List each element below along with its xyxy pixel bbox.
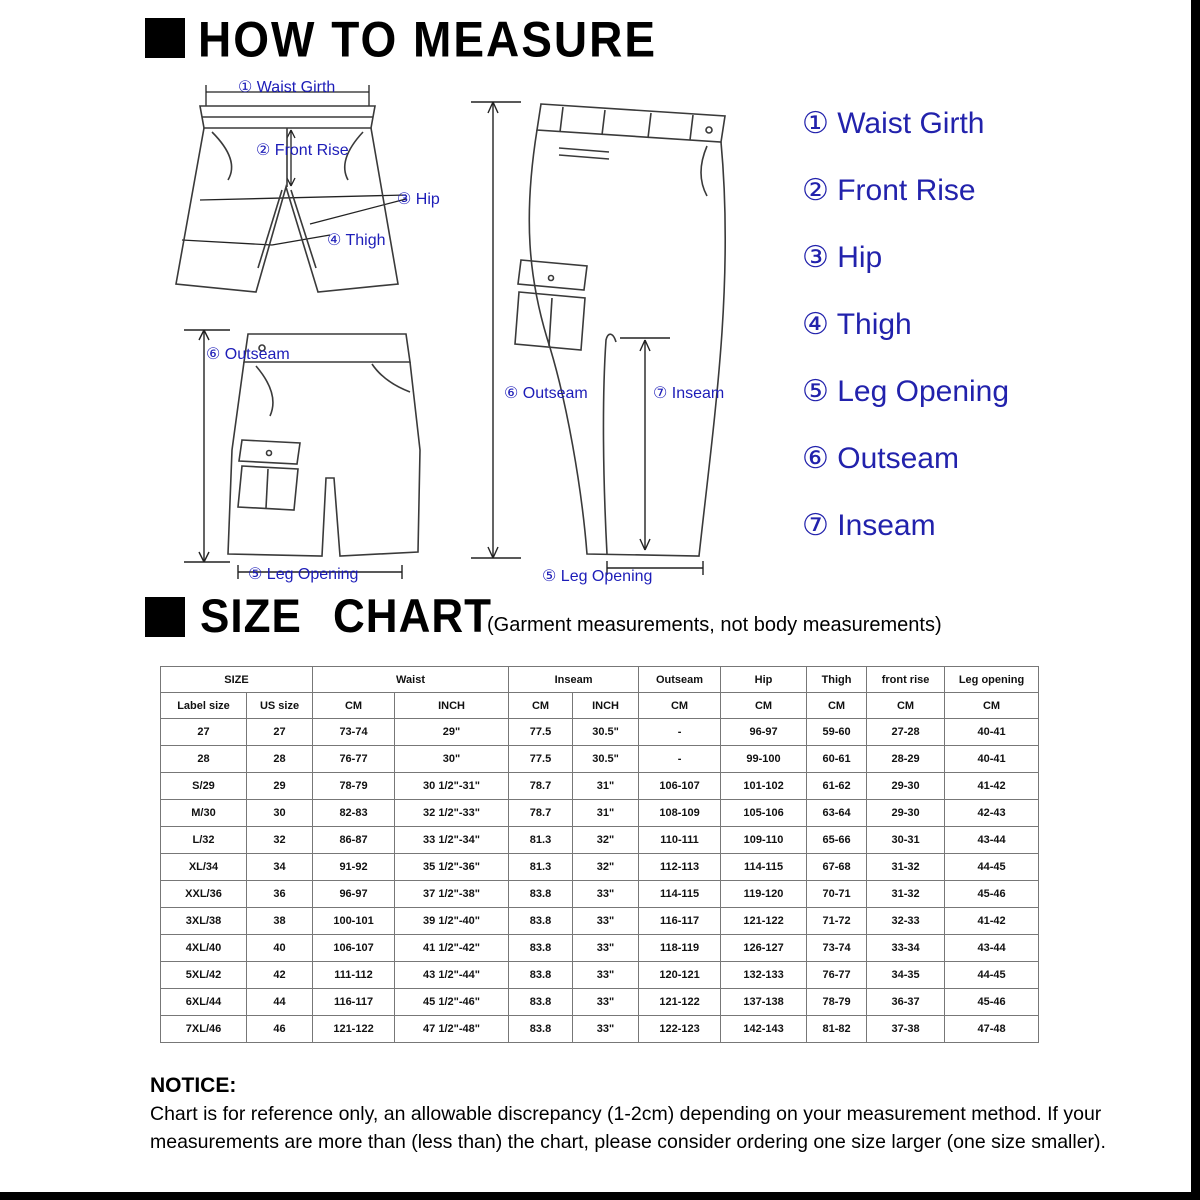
size-cell: 81.3 [509,827,573,854]
size-cell: 78-79 [313,773,395,800]
size-cell: 27-28 [867,719,945,746]
column-sub-header: US size [247,693,313,719]
size-cell: 31-32 [867,881,945,908]
size-cell: 5XL/42 [161,962,247,989]
size-cell: 121-122 [313,1016,395,1043]
size-cell: 91-92 [313,854,395,881]
size-cell: 45-46 [945,989,1039,1016]
size-cell: 101-102 [721,773,807,800]
front-shorts-diagram [160,72,415,322]
scan-border-right [1191,0,1200,1200]
size-cell: 40-41 [945,719,1039,746]
size-cell: 114-115 [721,854,807,881]
notice-body: Chart is for reference only, an allowable discrepancy (1-2cm) depending on your measurement method. If your measurements are more than (less than) the chart, please consider ordering one size larger (one size smaller). [150,1103,1106,1153]
size-cell: 142-143 [721,1016,807,1043]
legend-item-thigh: ④ Thigh [802,308,912,341]
size-cell: 81-82 [807,1016,867,1043]
size-cell: 3XL/38 [161,908,247,935]
column-group-header: Waist [313,667,509,693]
size-chart-table-container [160,666,1040,1043]
size-cell: 73-74 [807,935,867,962]
size-cell: 42 [247,962,313,989]
size-chart-bullet-square [145,597,185,637]
size-cell: 41-42 [945,773,1039,800]
size-cell: 111-112 [313,962,395,989]
size-cell: 43-44 [945,935,1039,962]
size-cell: 77.5 [509,719,573,746]
size-cell: 78.7 [509,773,573,800]
size-cell: 96-97 [721,719,807,746]
size-cell: 65-66 [807,827,867,854]
size-row [161,962,1039,989]
size-cell: 42-43 [945,800,1039,827]
size-cell: 126-127 [721,935,807,962]
size-cell: 76-77 [807,962,867,989]
size-cell: 83.8 [509,962,573,989]
size-cell: 33" [573,962,639,989]
size-cell: 30 [247,800,313,827]
size-cell: 36-37 [867,989,945,1016]
size-cell: 106-107 [639,773,721,800]
size-cell: 100-101 [313,908,395,935]
size-chart-subtitle: (Garment measurements, not body measurements) [487,614,942,636]
column-group-header: Thigh [807,667,867,693]
size-cell: 76-77 [313,746,395,773]
size-cell: 32 [247,827,313,854]
notice-title: NOTICE: [150,1074,237,1097]
size-row [161,881,1039,908]
size-cell: 70-71 [807,881,867,908]
size-chart-table [160,666,1039,1043]
size-cell: 77.5 [509,746,573,773]
size-cell: 37-38 [867,1016,945,1043]
size-cell: 60-61 [807,746,867,773]
size-cell: 7XL/46 [161,1016,247,1043]
size-cell: 31" [573,773,639,800]
size-cell: 30 1/2"-31" [395,773,509,800]
size-row [161,854,1039,881]
size-row [161,719,1039,746]
size-cell: 61-62 [807,773,867,800]
size-cell: 30" [395,746,509,773]
size-cell: 30.5" [573,719,639,746]
size-table-head [161,667,1039,719]
size-cell: 33-34 [867,935,945,962]
hip-label: ③ Hip [397,191,440,208]
column-group-header: Leg opening [945,667,1039,693]
size-cell: 108-109 [639,800,721,827]
size-cell: 44-45 [945,854,1039,881]
size-cell: 47 1/2"-48" [395,1016,509,1043]
measure-legend [802,106,1009,575]
size-cell: 96-97 [313,881,395,908]
size-cell: 121-122 [721,908,807,935]
size-cell: 34 [247,854,313,881]
size-cell: 37 1/2"-38" [395,881,509,908]
size-cell: 116-117 [639,908,721,935]
size-cell: 116-117 [313,989,395,1016]
size-cell: 78-79 [807,989,867,1016]
size-cell: 45 1/2"-46" [395,989,509,1016]
size-cell: 110-111 [639,827,721,854]
shorts-leg-opening-label: ⑤ Leg Opening [248,566,359,583]
column-group-header: front rise [867,667,945,693]
size-cell: L/32 [161,827,247,854]
size-cell: 71-72 [807,908,867,935]
size-cell: 29 [247,773,313,800]
size-cell: 99-100 [721,746,807,773]
shorts-outseam-label: ⑥ Outseam [206,346,290,363]
column-group-header: SIZE [161,667,313,693]
how-to-measure-bullet-square [145,18,185,58]
size-cell: 82-83 [313,800,395,827]
size-cell: 43 1/2"-44" [395,962,509,989]
size-cell: 118-119 [639,935,721,962]
size-cell: XXL/36 [161,881,247,908]
size-cell: 122-123 [639,1016,721,1043]
pants-leg-opening-label: ⑤ Leg Opening [542,568,653,585]
size-cell: 109-110 [721,827,807,854]
size-cell: 29-30 [867,773,945,800]
size-cell: 86-87 [313,827,395,854]
size-cell: 106-107 [313,935,395,962]
size-cell: 73-74 [313,719,395,746]
size-cell: 38 [247,908,313,935]
size-row [161,800,1039,827]
legend-item-front-rise: ② Front Rise [802,174,976,207]
size-cell: 41 1/2"-42" [395,935,509,962]
size-cell: 32" [573,827,639,854]
size-cell: 67-68 [807,854,867,881]
legend-item-leg-opening: ⑤ Leg Opening [802,375,1010,408]
size-cell: 31-32 [867,854,945,881]
size-row [161,935,1039,962]
size-cell: 114-115 [639,881,721,908]
front-rise-label: ② Front Rise [256,142,349,159]
size-cell: 78.7 [509,800,573,827]
size-cell: 44-45 [945,962,1039,989]
size-cell: 83.8 [509,935,573,962]
legend-item-waist-girth: ① Waist Girth [802,107,985,140]
size-row [161,908,1039,935]
size-cell: 33 1/2"-34" [395,827,509,854]
size-cell: 32 1/2"-33" [395,800,509,827]
size-chart-title: SIZE CHART [200,590,492,643]
size-cell: 44 [247,989,313,1016]
column-sub-header: INCH [395,693,509,719]
waist-girth-label: ① Waist Girth [238,79,336,96]
legend-item-hip: ③ Hip [802,241,883,274]
size-cell: 137-138 [721,989,807,1016]
column-sub-header: CM [509,693,573,719]
size-cell: 43-44 [945,827,1039,854]
size-cell: - [639,746,721,773]
size-cell: 33" [573,989,639,1016]
size-cell: 47-48 [945,1016,1039,1043]
pants-inseam-label: ⑦ Inseam [653,385,725,402]
size-cell: 39 1/2"-40" [395,908,509,935]
size-cell: 121-122 [639,989,721,1016]
size-cell: 83.8 [509,1016,573,1043]
scan-border-bottom [0,1192,1200,1200]
column-sub-header: CM [807,693,867,719]
size-cell: 27 [161,719,247,746]
size-cell: 30.5" [573,746,639,773]
size-cell: M/30 [161,800,247,827]
column-sub-header: CM [721,693,807,719]
size-cell: 105-106 [721,800,807,827]
size-cell: 41-42 [945,908,1039,935]
size-cell: 45-46 [945,881,1039,908]
column-sub-header: INCH [573,693,639,719]
size-cell: 40-41 [945,746,1039,773]
column-sub-header: CM [313,693,395,719]
size-cell: 83.8 [509,908,573,935]
legend-item-outseam: ⑥ Outseam [802,442,959,475]
size-cell: 36 [247,881,313,908]
size-cell: 83.8 [509,881,573,908]
size-cell: 32-33 [867,908,945,935]
size-cell: 120-121 [639,962,721,989]
size-cell: S/29 [161,773,247,800]
size-cell: - [639,719,721,746]
thigh-label: ④ Thigh [327,232,386,249]
size-cell: 29" [395,719,509,746]
size-cell: 40 [247,935,313,962]
how-to-measure-title: HOW TO MEASURE [198,11,658,68]
column-group-header: Hip [721,667,807,693]
column-sub-header: CM [639,693,721,719]
size-row [161,827,1039,854]
size-cell: XL/34 [161,854,247,881]
size-cell: 27 [247,719,313,746]
size-row [161,773,1039,800]
size-cell: 31" [573,800,639,827]
size-cell: 35 1/2"-36" [395,854,509,881]
size-cell: 81.3 [509,854,573,881]
size-cell: 33" [573,908,639,935]
column-group-header: Outseam [639,667,721,693]
size-cell: 112-113 [639,854,721,881]
size-cell: 30-31 [867,827,945,854]
size-cell: 63-64 [807,800,867,827]
pants-outseam-label: ⑥ Outseam [504,385,588,402]
size-cell: 28-29 [867,746,945,773]
size-row [161,746,1039,773]
size-cell: 46 [247,1016,313,1043]
side-pants-diagram [455,88,770,583]
size-cell: 6XL/44 [161,989,247,1016]
size-table-body [161,719,1039,1043]
size-cell: 59-60 [807,719,867,746]
size-cell: 33" [573,881,639,908]
size-cell: 132-133 [721,962,807,989]
column-group-header: Inseam [509,667,639,693]
size-cell: 33" [573,935,639,962]
size-cell: 29-30 [867,800,945,827]
size-cell: 28 [161,746,247,773]
column-sub-header: CM [945,693,1039,719]
size-cell: 119-120 [721,881,807,908]
size-row [161,989,1039,1016]
size-cell: 4XL/40 [161,935,247,962]
column-sub-header: Label size [161,693,247,719]
size-cell: 34-35 [867,962,945,989]
column-sub-header: CM [867,693,945,719]
size-cell: 28 [247,746,313,773]
size-cell: 33" [573,1016,639,1043]
legend-item-inseam: ⑦ Inseam [802,509,936,542]
size-row [161,1016,1039,1043]
size-cell: 32" [573,854,639,881]
size-cell: 83.8 [509,989,573,1016]
